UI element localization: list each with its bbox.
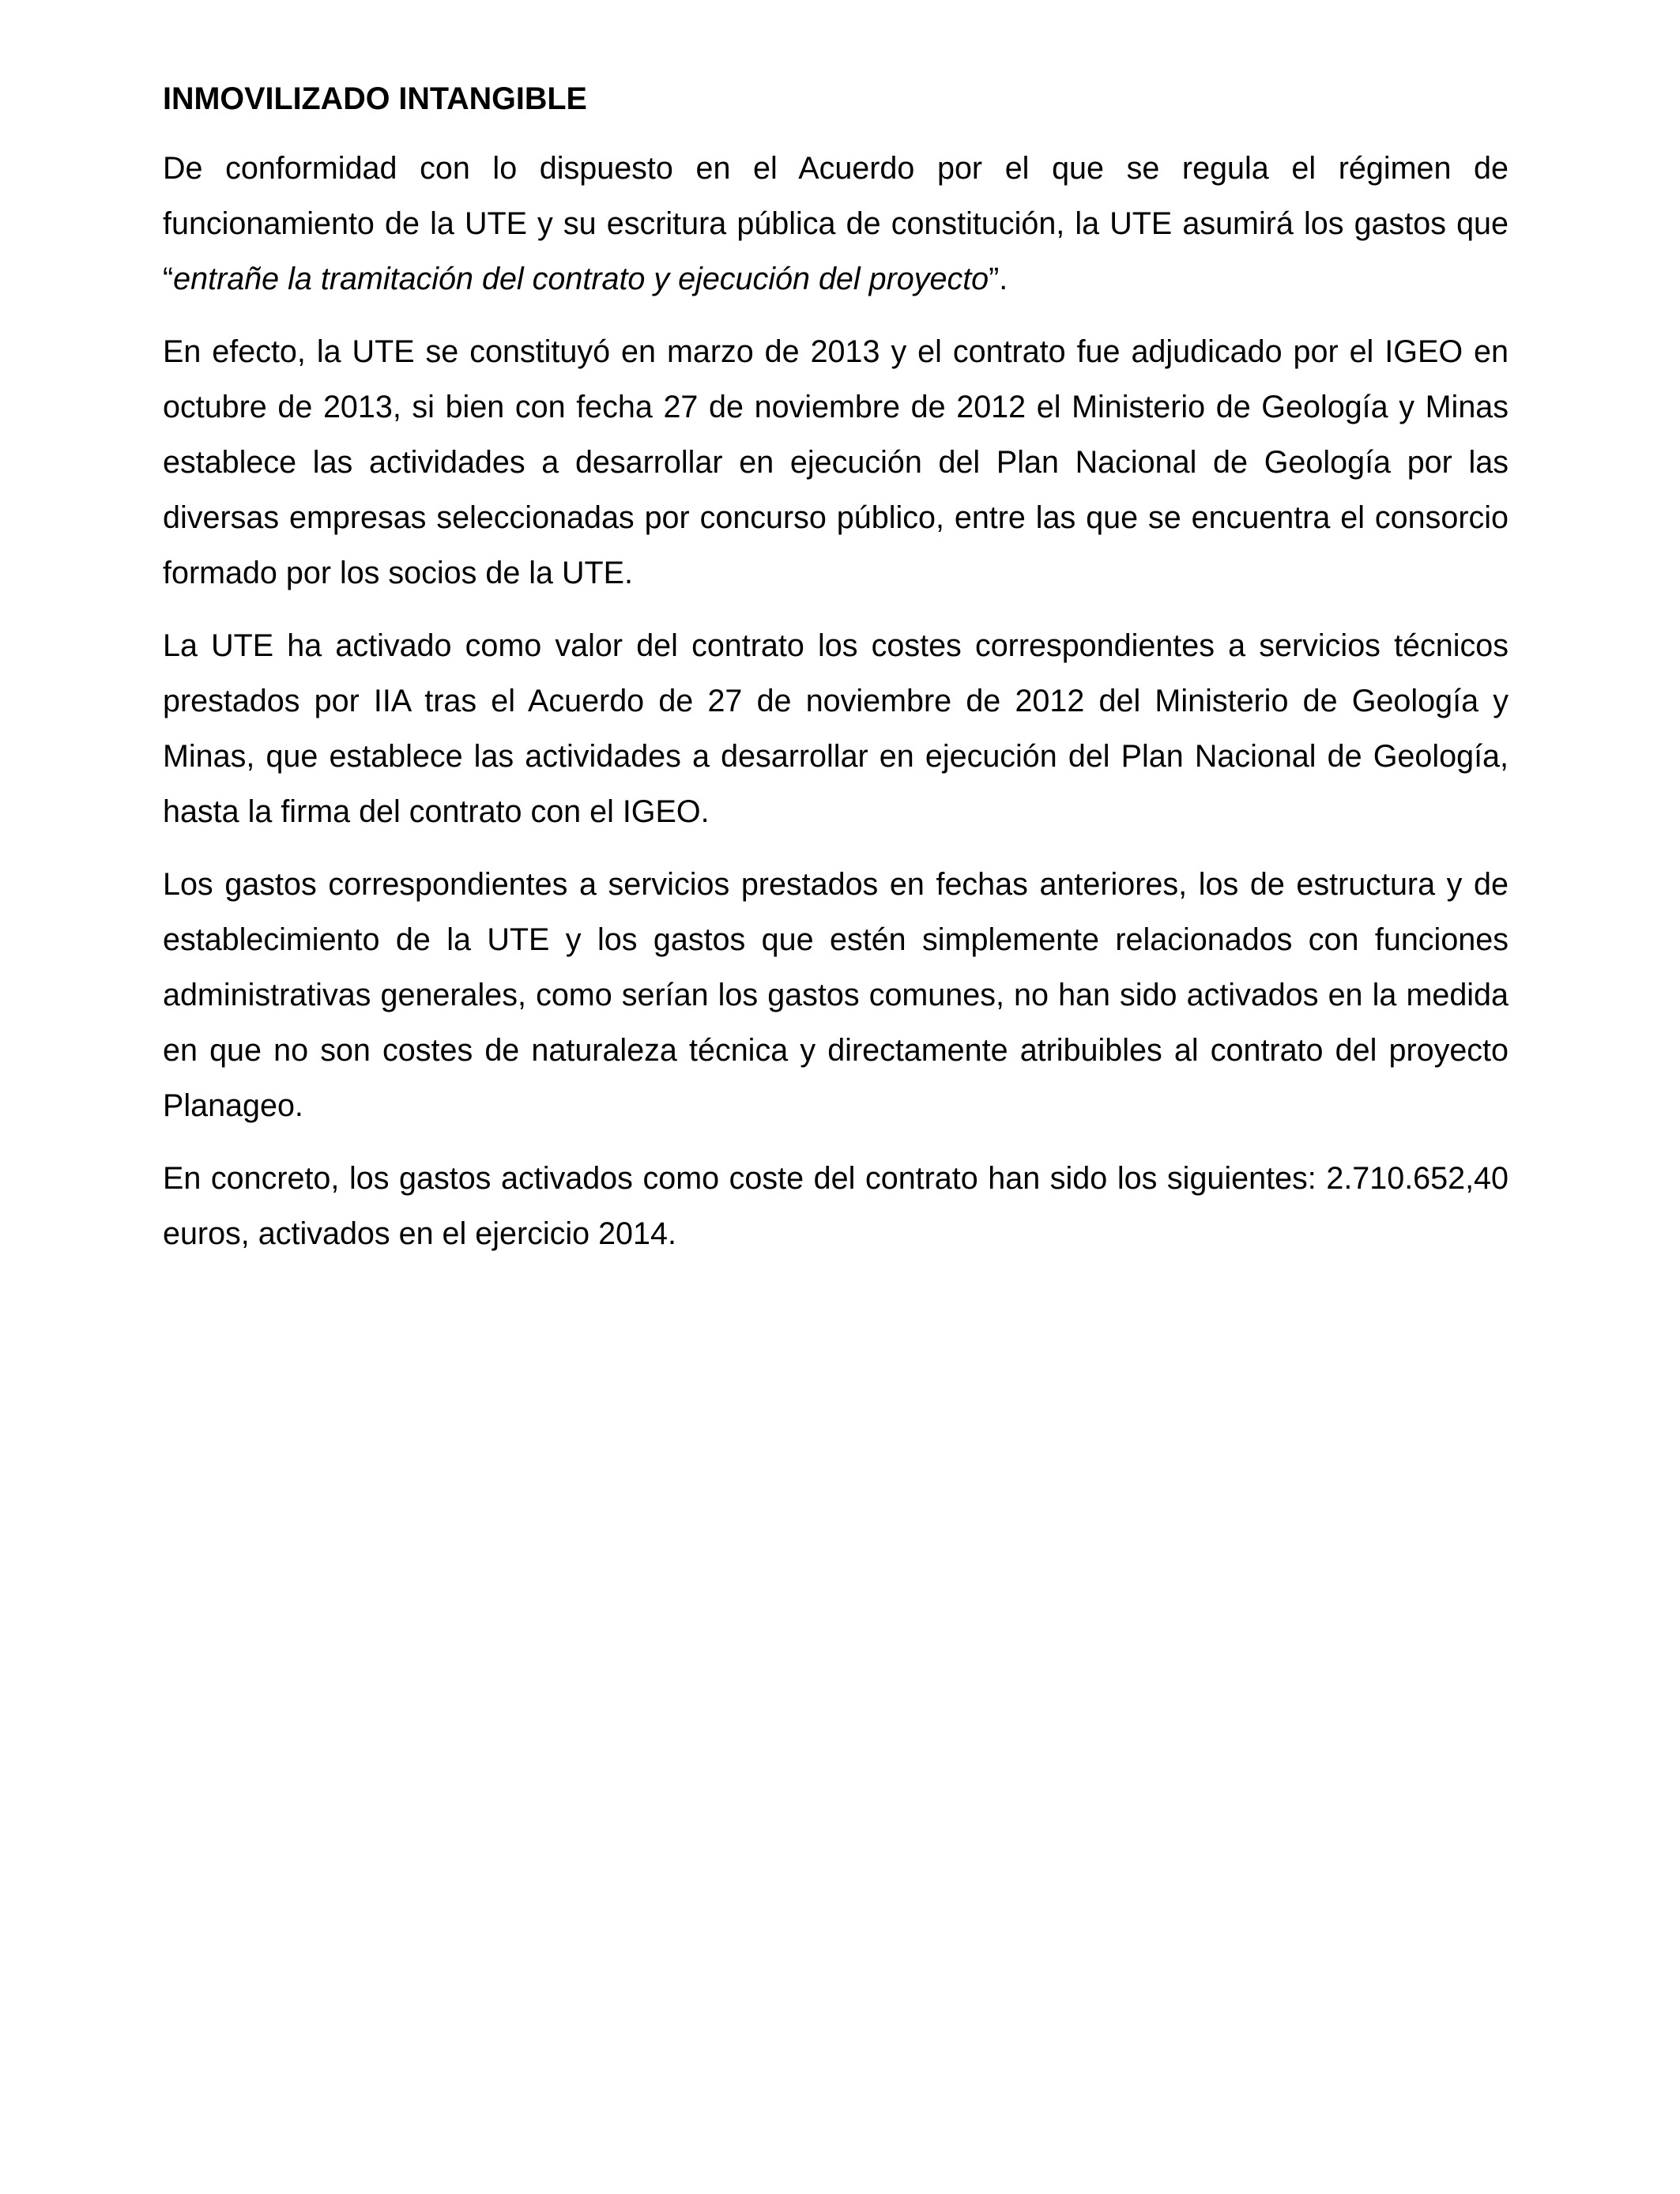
document-body — [163, 71, 1509, 1279]
paragraph-1 — [163, 141, 1509, 307]
paragraph-1-text-before: De conformidad con lo dispuesto en el Acuerdo por el que se regula el régimen de funcionamiento de la UTE y su escritura pública de constitución, la UTE asumirá los gastos que “ — [163, 151, 1509, 296]
paragraph-1-text-after: ”. — [989, 262, 1008, 296]
paragraph-1-quote: entrañe la tramitación del contrato y ejecución del proyecto — [173, 262, 989, 296]
paragraph-3: La UTE ha activado como valor del contrato los costes correspondientes a servicios técnicos prestados por IIA tras el Acuerdo de 27 de noviembre de 2012 del Ministerio de Geología y Minas, que establece las actividades a desarrollar en ejecución del Plan Nacional de Geología, hasta la firma del contrato con el IGEO. — [163, 628, 1509, 829]
paragraph-2: En efecto, la UTE se constituyó en marzo de 2013 y el contrato fue adjudicado por el IGEO en octubre de 2013, si bien con fecha 27 de noviembre de 2012 el Ministerio de Geología y Minas establece las actividades a desarrollar en ejecución del Plan Nacional de Geología por las diversas empresas seleccionadas por concurso público, entre las que se encuentra el consorcio formado por los socios de la UTE. — [163, 334, 1509, 590]
paragraph-5: En concreto, los gastos activados como coste del contrato han sido los siguientes: 2.710.652,40 euros, activados en el ejercicio 2014. — [163, 1161, 1509, 1251]
paragraph-4: Los gastos correspondientes a servicios prestados en fechas anteriores, los de estructura y de establecimiento de la UTE y los gastos que estén simplemente relacionados con funciones administrativas generales, como serían los gastos comunes, no han sido activados en la medida en que no son costes de naturaleza técnica y directamente atribuibles al contrato del proyecto Planageo. — [163, 867, 1509, 1123]
section-heading: INMOVILIZADO INTANGIBLE — [163, 81, 587, 116]
